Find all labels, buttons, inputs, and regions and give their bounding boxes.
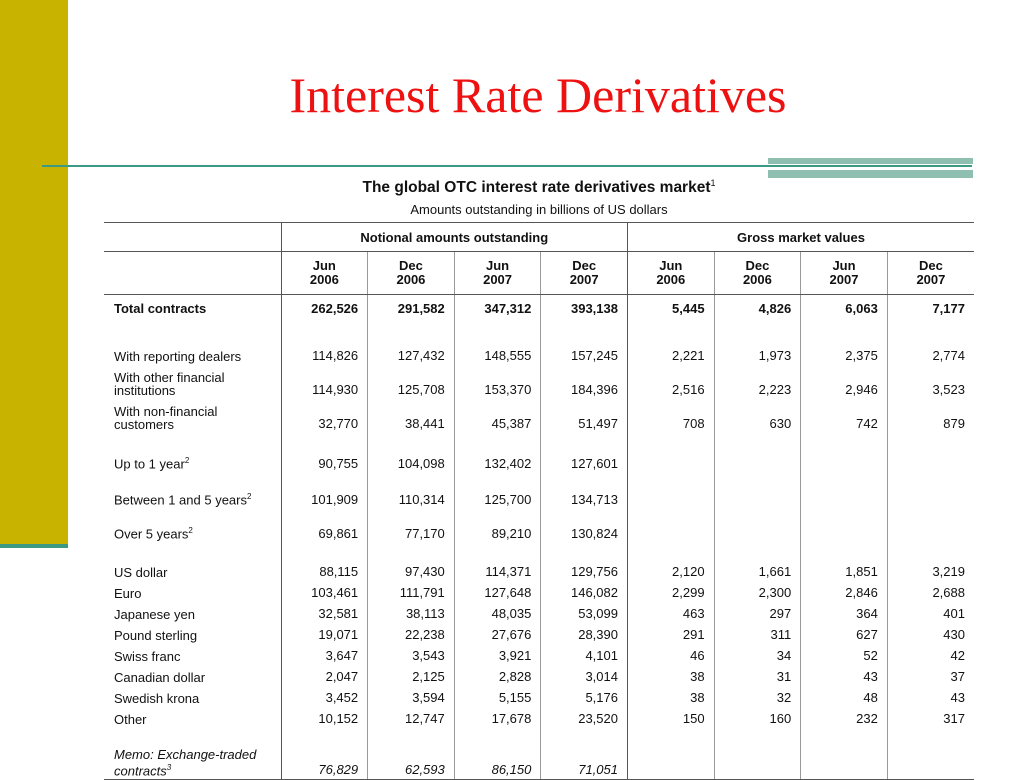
row-label: Swiss franc [114, 648, 181, 664]
value-cell: 2,846 [801, 581, 888, 602]
value-cell: 5,176 [541, 686, 628, 707]
period-header: Jun 2007 [454, 252, 541, 295]
value-cell: 4,826 [714, 295, 801, 323]
period-header: Jun 2007 [801, 252, 888, 295]
value-cell: 110,314 [368, 473, 455, 509]
value-cell: 127,601 [541, 433, 628, 473]
table-row [104, 707, 974, 728]
value-cell: 48,035 [454, 602, 541, 623]
value-cell: 51,497 [541, 399, 628, 433]
value-cell: 125,700 [454, 473, 541, 509]
value-cell: 2,223 [714, 365, 801, 399]
value-cell: 1,661 [714, 543, 801, 581]
value-cell: 127,432 [368, 323, 455, 365]
value-cell: 43 [801, 665, 888, 686]
value-cell: 184,396 [541, 365, 628, 399]
value-cell: 17,678 [454, 707, 541, 728]
value-cell: 262,526 [281, 295, 368, 323]
value-cell: 317 [887, 707, 974, 728]
value-cell [627, 728, 714, 780]
value-cell: 2,120 [627, 543, 714, 581]
value-cell: 89,210 [454, 509, 541, 543]
value-cell: 3,219 [887, 543, 974, 581]
value-cell: 12,747 [368, 707, 455, 728]
value-cell: 77,170 [368, 509, 455, 543]
value-cell: 62,593 [368, 728, 455, 780]
row-label: Swedish krona [114, 690, 200, 706]
value-cell: 7,177 [887, 295, 974, 323]
value-cell [887, 509, 974, 543]
table-row [104, 433, 974, 473]
value-cell: 297 [714, 602, 801, 623]
value-cell: 3,014 [541, 665, 628, 686]
value-cell [801, 509, 888, 543]
value-cell: 2,946 [801, 365, 888, 399]
value-cell: 129,756 [541, 543, 628, 581]
row-label: With other financial institutions [114, 369, 225, 398]
value-cell: 48 [801, 686, 888, 707]
row-label: Japanese yen [114, 606, 195, 622]
table-row [104, 728, 974, 780]
value-cell: 150 [627, 707, 714, 728]
value-cell: 10,152 [281, 707, 368, 728]
row-label: Up to 1 year$^2$ [114, 456, 190, 472]
row-label: Total contracts [114, 301, 207, 317]
value-cell: 101,909 [281, 473, 368, 509]
table-row [104, 602, 974, 623]
value-cell: 630 [714, 399, 801, 433]
value-cell: 27,676 [454, 623, 541, 644]
notional-group-header: Notional amounts outstanding [281, 223, 627, 252]
value-cell: 311 [714, 623, 801, 644]
value-cell: 627 [801, 623, 888, 644]
value-cell: 146,082 [541, 581, 628, 602]
value-cell: 2,300 [714, 581, 801, 602]
row-label-header [104, 252, 281, 295]
footnote-marker: 2 [188, 526, 193, 536]
value-cell: 71,051 [541, 728, 628, 780]
row-label: Pound sterling [114, 627, 198, 643]
value-cell: 127,648 [454, 581, 541, 602]
value-cell: 5,445 [627, 295, 714, 323]
value-cell: 114,826 [281, 323, 368, 365]
row-label: Canadian dollar [114, 669, 206, 685]
table-row [104, 543, 974, 581]
value-cell: 52 [801, 644, 888, 665]
value-cell: 2,688 [887, 581, 974, 602]
value-cell [714, 473, 801, 509]
value-cell: 69,861 [281, 509, 368, 543]
value-cell: 463 [627, 602, 714, 623]
value-cell [627, 433, 714, 473]
footnote-marker: 3 [166, 762, 172, 772]
table-row [104, 509, 974, 543]
value-cell [801, 433, 888, 473]
title-divider-accent-top [768, 158, 973, 164]
value-cell: 37 [887, 665, 974, 686]
row-label: Between 1 and 5 years$^2$ [114, 492, 252, 508]
row-label: With non-financial customers [114, 403, 218, 432]
table-row [104, 623, 974, 644]
row-label: US dollar [114, 564, 168, 580]
value-cell: 104,098 [368, 433, 455, 473]
value-cell: 347,312 [454, 295, 541, 323]
value-cell: 2,047 [281, 665, 368, 686]
value-cell: 43 [887, 686, 974, 707]
value-cell: 2,774 [887, 323, 974, 365]
table-row [104, 581, 974, 602]
value-cell: 2,125 [368, 665, 455, 686]
value-cell [887, 433, 974, 473]
value-cell: 232 [801, 707, 888, 728]
table-row [104, 365, 974, 399]
value-cell: 4,101 [541, 644, 628, 665]
value-cell: 32,770 [281, 399, 368, 433]
value-cell: 3,647 [281, 644, 368, 665]
row-label: Over 5 years$^2$ [114, 526, 193, 542]
value-cell: 45,387 [454, 399, 541, 433]
value-cell: 148,555 [454, 323, 541, 365]
value-cell [627, 473, 714, 509]
value-cell: 34 [714, 644, 801, 665]
row-label: With reporting dealers [114, 348, 242, 364]
value-cell: 130,824 [541, 509, 628, 543]
period-header: Dec 2006 [714, 252, 801, 295]
value-cell: 157,245 [541, 323, 628, 365]
value-cell: 742 [801, 399, 888, 433]
period-header: Dec 2007 [887, 252, 974, 295]
value-cell: 38 [627, 686, 714, 707]
value-cell: 2,375 [801, 323, 888, 365]
value-cell: 22,238 [368, 623, 455, 644]
corner-cell [104, 223, 281, 252]
value-cell: 90,755 [281, 433, 368, 473]
table-row [104, 473, 974, 509]
table-row [104, 323, 974, 365]
derivatives-table [104, 222, 974, 780]
value-cell [714, 509, 801, 543]
value-cell: 111,791 [368, 581, 455, 602]
value-cell: 3,452 [281, 686, 368, 707]
value-cell: 125,708 [368, 365, 455, 399]
value-cell: 2,828 [454, 665, 541, 686]
value-cell: 88,115 [281, 543, 368, 581]
value-cell: 879 [887, 399, 974, 433]
row-label: Euro [114, 585, 142, 601]
value-cell: 32,581 [281, 602, 368, 623]
value-cell: 114,371 [454, 543, 541, 581]
table-row [104, 686, 974, 707]
value-cell [714, 728, 801, 780]
value-cell: 31 [714, 665, 801, 686]
value-cell: 1,973 [714, 323, 801, 365]
value-cell: 364 [801, 602, 888, 623]
value-cell: 5,155 [454, 686, 541, 707]
value-cell: 38,441 [368, 399, 455, 433]
value-cell: 76,829 [281, 728, 368, 780]
value-cell: 2,299 [627, 581, 714, 602]
value-cell: 160 [714, 707, 801, 728]
row-label: Memo: Exchange-traded contracts$^3$ [104, 728, 281, 780]
value-cell: 38,113 [368, 602, 455, 623]
value-cell: 53,099 [541, 602, 628, 623]
value-cell: 114,930 [281, 365, 368, 399]
value-cell [887, 473, 974, 509]
footnote-marker: 2 [246, 492, 252, 502]
value-cell: 6,063 [801, 295, 888, 323]
table-title: The global OTC interest rate derivatives market$^1$ [362, 178, 716, 197]
value-cell: 3,594 [368, 686, 455, 707]
footnote-marker: 2 [184, 456, 190, 466]
value-cell: 23,520 [541, 707, 628, 728]
value-cell: 430 [887, 623, 974, 644]
period-header: Dec 2007 [541, 252, 628, 295]
period-header: Dec 2006 [368, 252, 455, 295]
value-cell: 46 [627, 644, 714, 665]
value-cell: 132,402 [454, 433, 541, 473]
slide-title: Interest Rate Derivatives [289, 67, 787, 123]
value-cell: 153,370 [454, 365, 541, 399]
value-cell [714, 433, 801, 473]
value-cell: 28,390 [541, 623, 628, 644]
value-cell: 3,543 [368, 644, 455, 665]
value-cell: 708 [627, 399, 714, 433]
value-cell: 38 [627, 665, 714, 686]
table-row [104, 399, 974, 433]
title-divider-line [42, 165, 972, 167]
table-subtitle: Amounts outstanding in billions of US dollars [410, 202, 668, 218]
value-cell: 2,221 [627, 323, 714, 365]
period-header: Jun 2006 [627, 252, 714, 295]
title-footnote: 1 [710, 178, 716, 188]
value-cell: 103,461 [281, 581, 368, 602]
value-cell: 134,713 [541, 473, 628, 509]
value-cell: 42 [887, 644, 974, 665]
value-cell: 393,138 [541, 295, 628, 323]
value-cell: 291,582 [368, 295, 455, 323]
derivatives-table-figure [104, 172, 974, 780]
value-cell: 97,430 [368, 543, 455, 581]
row-label: Other [114, 711, 147, 727]
value-cell: 19,071 [281, 623, 368, 644]
table-body [104, 295, 974, 780]
value-cell: 1,851 [801, 543, 888, 581]
left-accent-bar-edge [0, 544, 68, 548]
value-cell: 401 [887, 602, 974, 623]
table-row [104, 644, 974, 665]
value-cell: 3,523 [887, 365, 974, 399]
value-cell [887, 728, 974, 780]
value-cell [627, 509, 714, 543]
value-cell: 86,150 [454, 728, 541, 780]
value-cell: 3,921 [454, 644, 541, 665]
value-cell: 291 [627, 623, 714, 644]
table-row [104, 665, 974, 686]
value-cell [801, 473, 888, 509]
table-row [104, 295, 974, 323]
value-cell: 32 [714, 686, 801, 707]
period-header: Jun 2006 [281, 252, 368, 295]
value-cell: 2,516 [627, 365, 714, 399]
value-cell [801, 728, 888, 780]
gross-group-header: Gross market values [627, 223, 974, 252]
